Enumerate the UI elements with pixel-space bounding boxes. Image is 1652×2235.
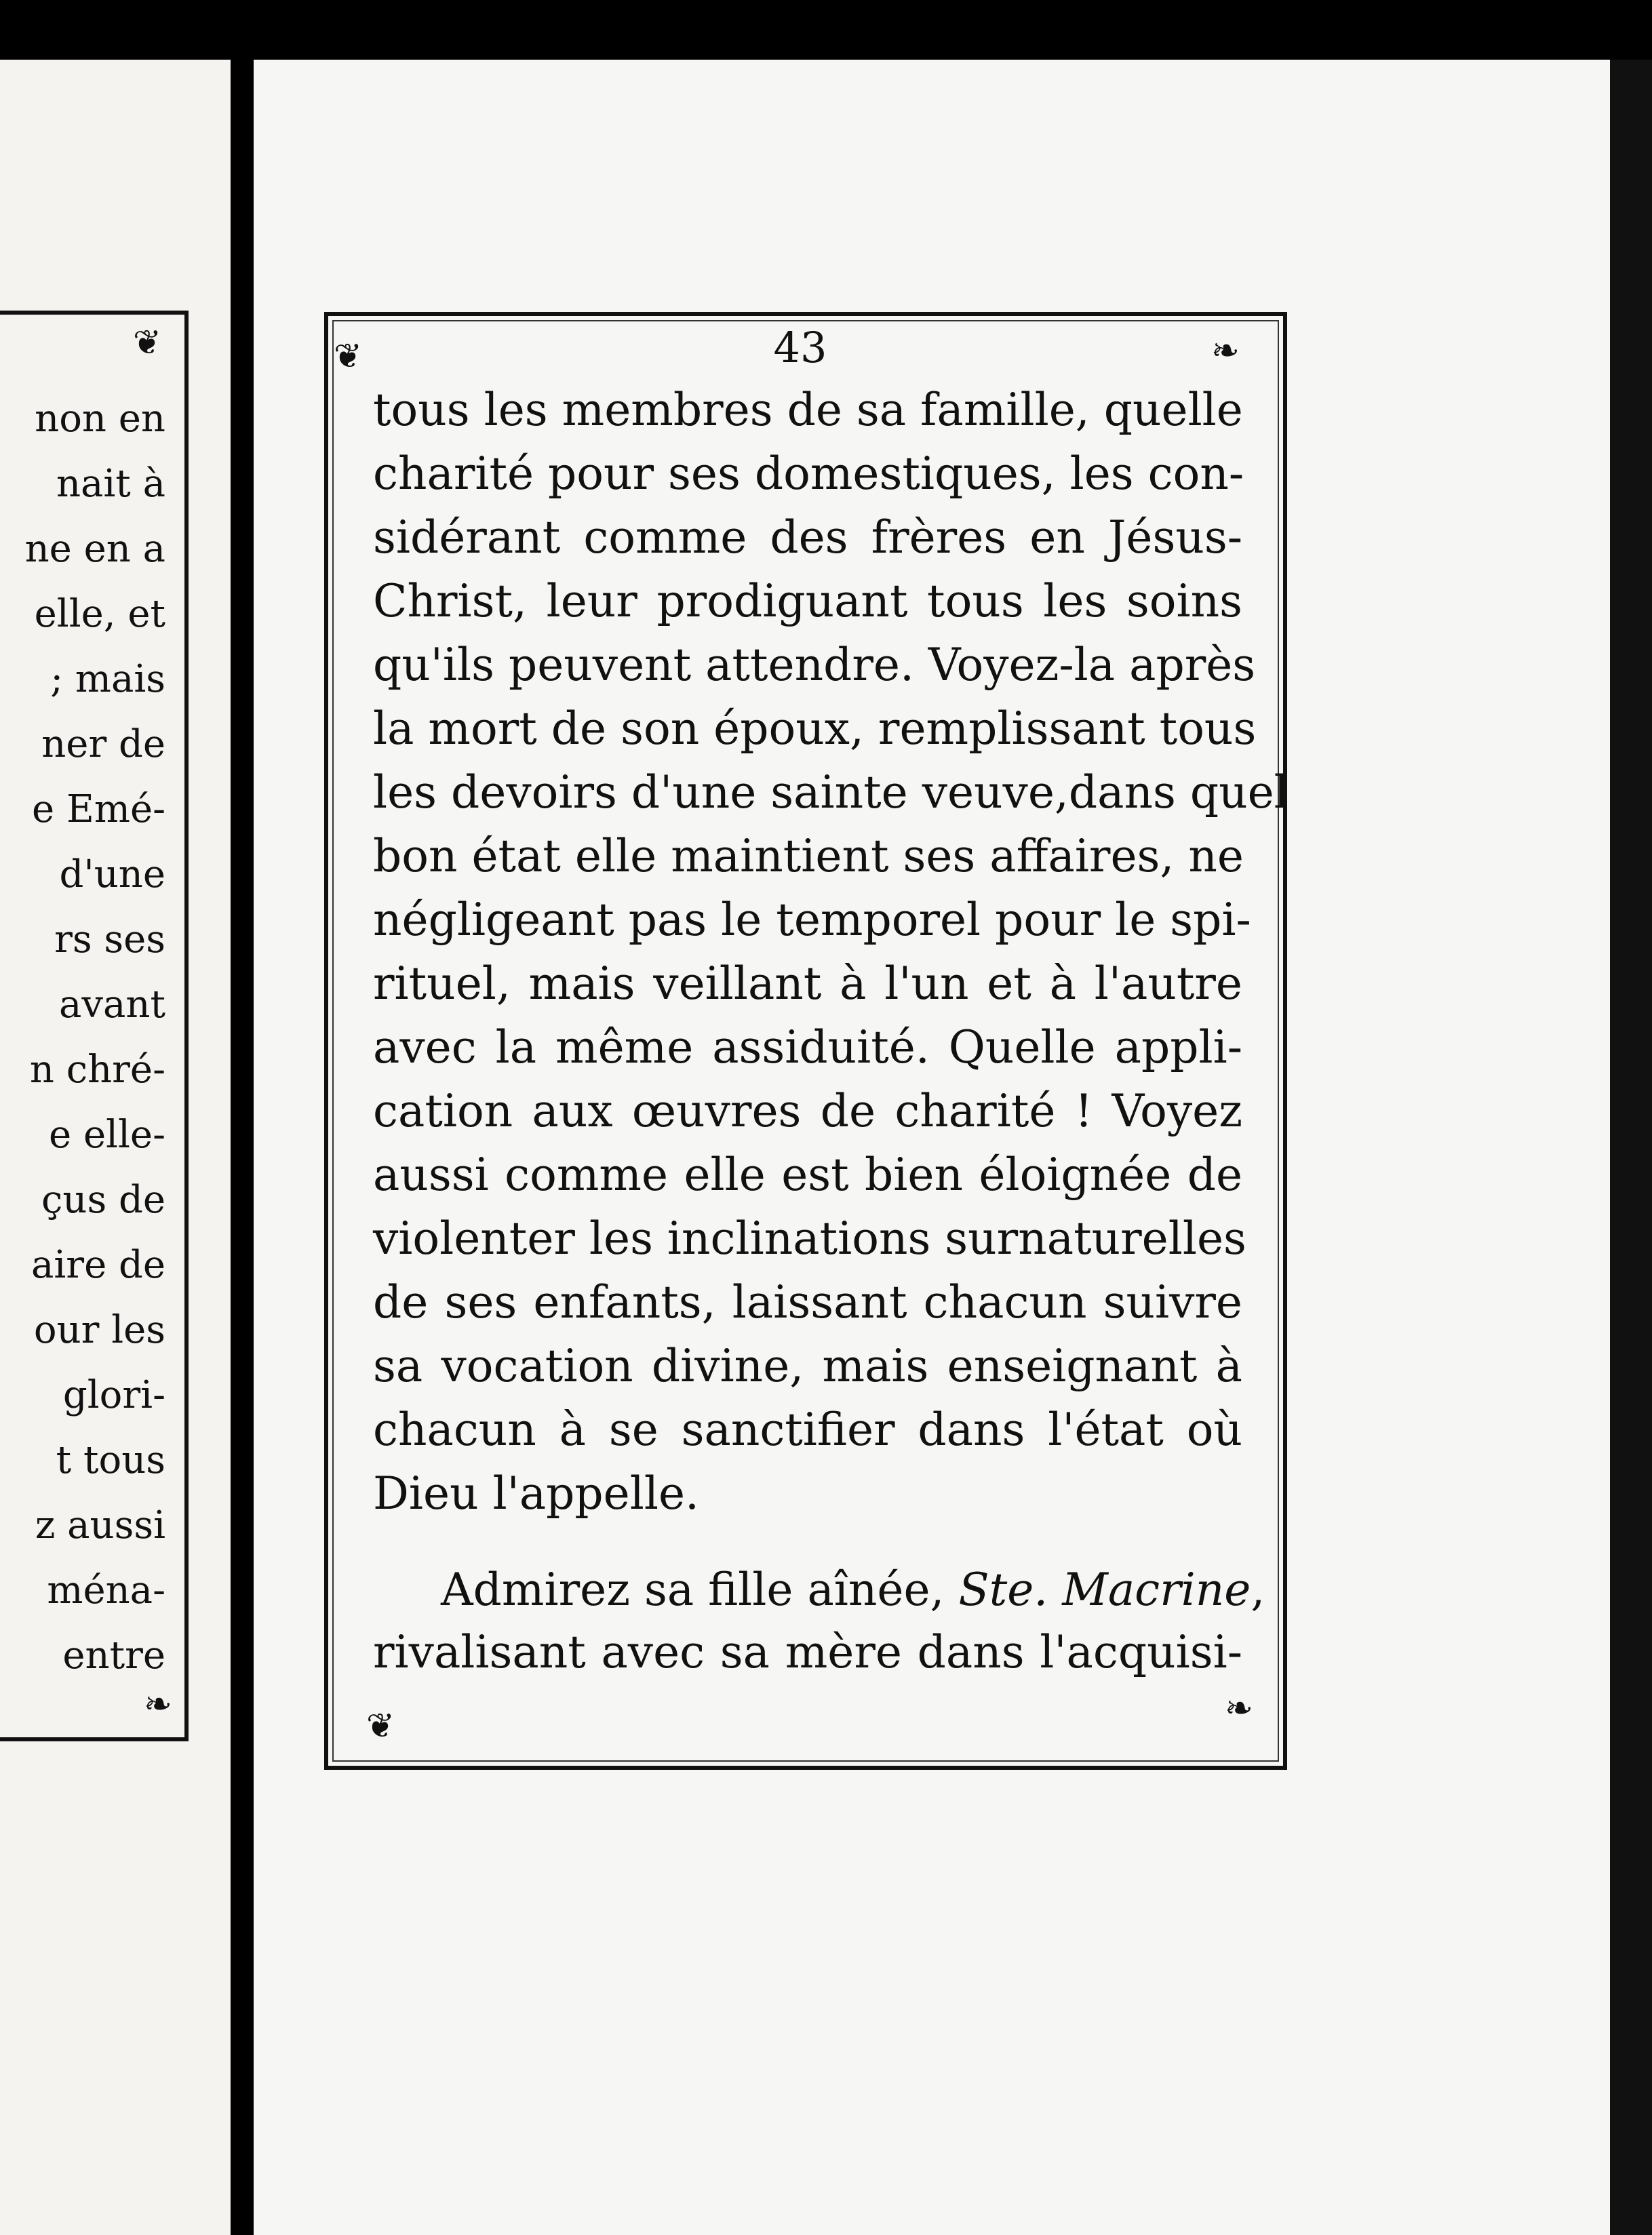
left-page-fragment (0, 60, 231, 2235)
left-text-line: n chré- (29, 1048, 165, 1092)
text-line: négligeant pas le temporel pour le spi- (373, 894, 1251, 946)
text-line: de ses enfants, laissant chacun suivre (373, 1276, 1242, 1328)
left-text-line: t tous (56, 1438, 165, 1482)
text-line: charité pour ses domestiques, les con- (373, 448, 1244, 500)
text-line: cation aux œuvres de charité ! Voyez (373, 1085, 1242, 1137)
text-line: bon état elle maintient ses affaires, ne (373, 830, 1244, 882)
text-line: sidérant comme des frères en Jésus- (373, 511, 1242, 563)
left-text-line: our les (33, 1308, 165, 1352)
corner-ornament-icon: ❦ (133, 323, 161, 362)
para2-comma: , (1251, 1564, 1265, 1616)
left-text-line: elle, et (34, 592, 165, 636)
page-edge-shadow (1610, 60, 1652, 2235)
text-line: Dieu l'appelle. (373, 1467, 699, 1520)
left-text-line: z aussi (35, 1503, 165, 1547)
left-text-line: nait à (56, 462, 165, 506)
page-number: 43 (773, 323, 827, 372)
text-line: chacun à se sanctifier dans l'état où (373, 1404, 1242, 1456)
left-text-line: glori- (62, 1373, 165, 1417)
text-line: la mort de son époux, remplissant tous (373, 703, 1257, 755)
corner-ornament-icon: ❦ (334, 336, 362, 376)
text-line: violenter les inclinations surnaturelles (373, 1212, 1246, 1265)
text-line: sa vocation divine, mais enseignant à (373, 1340, 1242, 1392)
left-text-line: entre (62, 1634, 165, 1678)
text-line: avec la même assiduité. Quelle appli- (373, 1021, 1242, 1073)
left-text-line: ména- (47, 1568, 165, 1613)
text-line (441, 1560, 1265, 1621)
left-text-line: aire de (31, 1243, 165, 1287)
left-text-line: e elle- (49, 1113, 165, 1157)
left-text-line: ner de (41, 722, 165, 766)
text-line: rituel, mais veillant à l'un et à l'autre (373, 957, 1242, 1010)
corner-ornament-icon: ❧ (144, 1684, 172, 1724)
text-line: qu'ils peuvent attendre. Voyez-la après (373, 639, 1256, 691)
left-text-line: çus de (41, 1178, 165, 1222)
corner-ornament-icon: ❦ (366, 1706, 395, 1745)
text-line: les devoirs d'une sainte veuve,dans quel (373, 766, 1289, 818)
text-line: tous les membres de sa famille, quelle (373, 384, 1243, 436)
text-line: rivalisant avec sa mère dans l'acquisi- (373, 1626, 1242, 1678)
text-line: Christ, leur prodiguant tous les soins (373, 575, 1242, 627)
para2-start: Admirez sa fille aînée, (441, 1564, 959, 1616)
left-text-line: ; mais (50, 657, 165, 701)
saint-name: Ste. Macrine (958, 1564, 1251, 1616)
left-text-line: e Emé- (32, 787, 165, 831)
left-text-line: rs ses (54, 917, 165, 962)
text-line: aussi comme elle est bien éloignée de (373, 1149, 1242, 1201)
left-text-line: d'une (59, 852, 165, 896)
left-text-line: non en (35, 397, 165, 441)
left-text-line: avant (59, 983, 165, 1027)
page-gutter (231, 60, 254, 2235)
left-text-line: ne en a (24, 527, 165, 571)
corner-ornament-icon: ❧ (1211, 331, 1240, 370)
corner-ornament-icon: ❧ (1225, 1688, 1253, 1728)
